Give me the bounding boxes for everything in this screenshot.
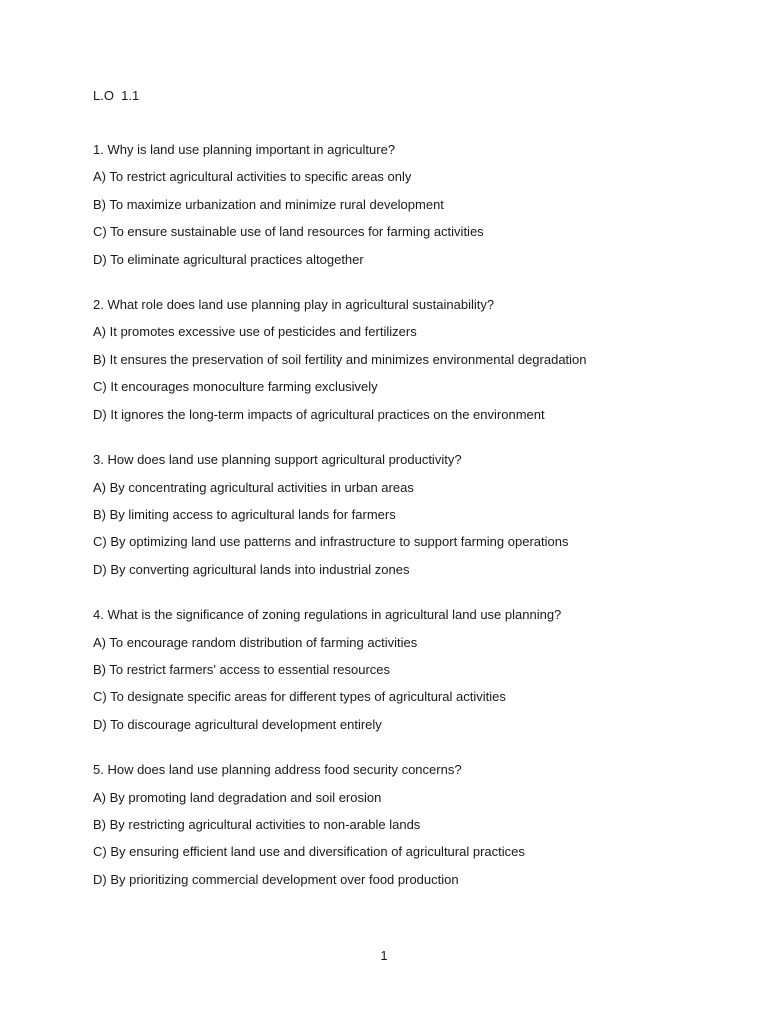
option-c: C) It encourages monoculture farming exclusively (93, 379, 378, 395)
question-text: 5. How does land use planning address food security concerns? (93, 762, 462, 778)
option-d: D) To eliminate agricultural practices altogether (93, 251, 364, 267)
option-a: A) By promoting land degradation and soil erosion (93, 789, 382, 805)
option-a: A) To encourage random distribution of farming activities (93, 634, 418, 650)
option-a: A) It promotes excessive use of pesticides and fertilizers (93, 324, 417, 340)
option-c: C) To ensure sustainable use of land resources for farming activities (93, 224, 484, 240)
page-number: 1 (380, 948, 388, 963)
option-c: C) By optimizing land use patterns and infrastructure to support farming operations (93, 534, 569, 550)
question-text: 3. How does land use planning support agricultural productivity? (93, 452, 462, 468)
option-d: D) To discourage agricultural development entirely (93, 716, 382, 732)
question-block-2 (93, 296, 713, 424)
option-a: A) To restrict agricultural activities to specific areas only (93, 169, 412, 185)
learning-outcome-heading: L.O 1.1 (93, 88, 140, 103)
option-a: A) By concentrating agricultural activities in urban areas (93, 479, 414, 495)
option-c: C) By ensuring efficient land use and diversification of agricultural practices (93, 844, 525, 860)
option-b: B) To restrict farmers' access to essential resources (93, 661, 391, 677)
question-text: 4. What is the significance of zoning regulations in agricultural land use planning? (93, 607, 562, 623)
option-d: D) It ignores the long-term impacts of agricultural practices on the environment (93, 406, 545, 422)
question-text: 2. What role does land use planning play in agricultural sustainability? (93, 297, 495, 313)
option-b: B) By limiting access to agricultural lands for farmers (93, 506, 396, 522)
option-d: D) By converting agricultural lands into industrial zones (93, 561, 410, 577)
question-block-5 (93, 761, 713, 889)
option-d: D) By prioritizing commercial development over food production (93, 871, 459, 887)
document-content (93, 87, 713, 916)
option-b: B) To maximize urbanization and minimize rural development (93, 196, 444, 212)
option-c: C) To designate specific areas for different types of agricultural activities (93, 689, 506, 705)
question-block-1 (93, 141, 713, 269)
question-text: 1. Why is land use planning important in agriculture? (93, 142, 396, 157)
question-block-4 (93, 606, 713, 734)
question-block-3 (93, 451, 713, 579)
option-b: B) It ensures the preservation of soil fertility and minimizes environmental degradation (93, 351, 587, 367)
option-b: B) By restricting agricultural activities to non-arable lands (93, 817, 421, 833)
